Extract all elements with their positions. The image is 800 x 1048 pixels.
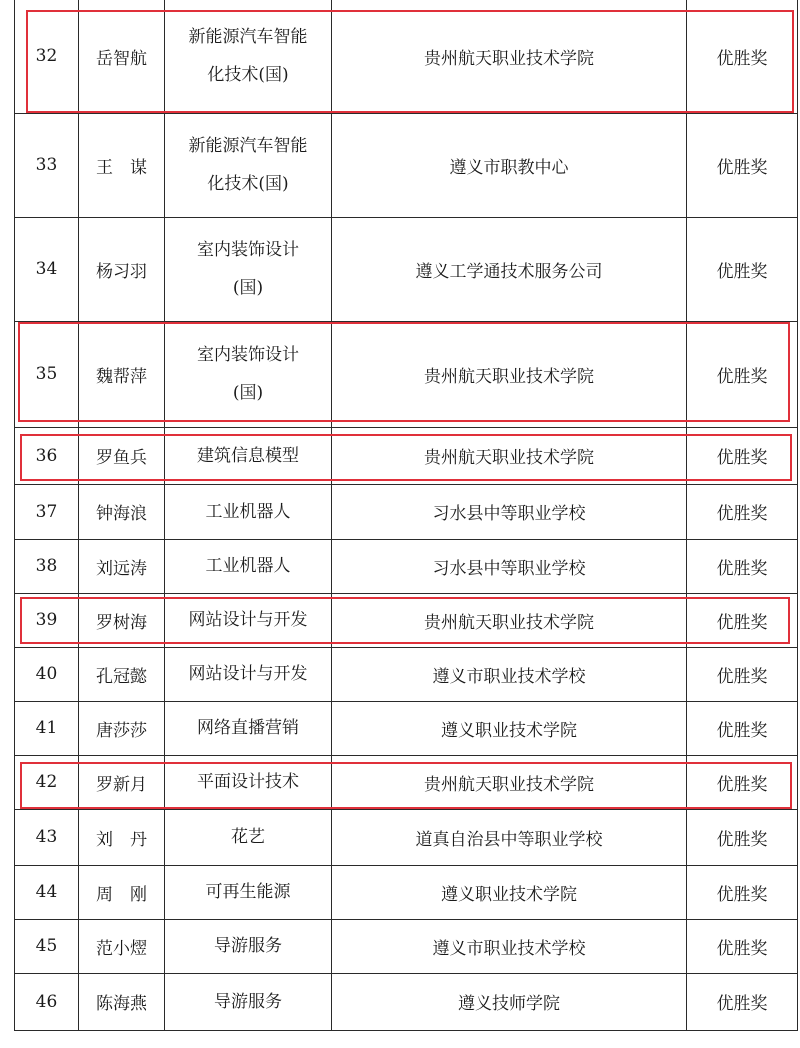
award-level: 优胜奖 bbox=[687, 973, 798, 1030]
project-line: 可再生能源 bbox=[205, 882, 291, 902]
school-name: 贵州航天职业技术学院 bbox=[332, 593, 687, 647]
school-name: 贵州航天职业技术学院 bbox=[332, 321, 687, 427]
competition-project bbox=[165, 865, 332, 919]
project-line: 化技术(国) bbox=[207, 174, 289, 194]
project-line: 建筑信息模型 bbox=[197, 445, 299, 466]
award-level: 优胜奖 bbox=[687, 321, 798, 427]
winner-name: 周 刚 bbox=[79, 865, 165, 919]
competition-project bbox=[165, 701, 332, 755]
school-name: 习水县中等职业学校 bbox=[332, 484, 687, 539]
awards-table bbox=[14, 0, 798, 1031]
project-line: 网站设计与开发 bbox=[188, 610, 308, 630]
award-level: 优胜奖 bbox=[687, 647, 798, 701]
competition-project bbox=[165, 809, 332, 865]
winner-name: 岳智航 bbox=[79, 0, 165, 113]
competition-project bbox=[165, 484, 332, 539]
competition-project bbox=[165, 919, 332, 973]
project-line: 化技术(国) bbox=[207, 65, 289, 86]
competition-project bbox=[165, 217, 332, 321]
school-name: 贵州航天职业技术学院 bbox=[332, 755, 687, 809]
row-number: 45 bbox=[15, 919, 79, 973]
awards-table-body bbox=[15, 0, 798, 1030]
award-level: 优胜奖 bbox=[687, 809, 798, 865]
table-row bbox=[15, 701, 798, 755]
row-number: 41 bbox=[15, 701, 79, 755]
competition-project bbox=[165, 973, 332, 1030]
school-name: 遵义技师学院 bbox=[332, 973, 687, 1030]
project-line: 室内装饰设计 bbox=[197, 345, 299, 365]
table-row bbox=[15, 113, 798, 217]
project-line: 网络直播营销 bbox=[197, 718, 299, 738]
project-line: 平面设计技术 bbox=[197, 772, 299, 792]
winner-name: 范小熤 bbox=[79, 919, 165, 973]
row-number: 34 bbox=[15, 217, 79, 321]
award-level: 优胜奖 bbox=[687, 755, 798, 809]
row-number: 35 bbox=[15, 321, 79, 427]
row-number: 32 bbox=[15, 0, 79, 113]
row-number: 36 bbox=[15, 427, 79, 484]
project-line: 新能源汽车智能 bbox=[188, 136, 308, 156]
school-name: 遵义职业技术学院 bbox=[332, 865, 687, 919]
competition-project bbox=[165, 321, 332, 427]
winner-name: 罗鱼兵 bbox=[79, 427, 165, 484]
winner-name: 魏帮萍 bbox=[79, 321, 165, 427]
school-name: 遵义职业技术学院 bbox=[332, 701, 687, 755]
project-line: 工业机器人 bbox=[205, 501, 291, 522]
table-row bbox=[15, 865, 798, 919]
award-level: 优胜奖 bbox=[687, 113, 798, 217]
school-name: 贵州航天职业技术学院 bbox=[332, 0, 687, 113]
school-name: 习水县中等职业学校 bbox=[332, 539, 687, 593]
award-level: 优胜奖 bbox=[687, 919, 798, 973]
school-name: 道真自治县中等职业学校 bbox=[332, 809, 687, 865]
award-level: 优胜奖 bbox=[687, 701, 798, 755]
award-level: 优胜奖 bbox=[687, 427, 798, 484]
winner-name: 刘远涛 bbox=[79, 539, 165, 593]
project-line: (国) bbox=[232, 383, 264, 403]
project-line: 导游服务 bbox=[214, 991, 282, 1012]
winner-name: 杨习羽 bbox=[79, 217, 165, 321]
award-level: 优胜奖 bbox=[687, 217, 798, 321]
table-row bbox=[15, 809, 798, 865]
award-level: 优胜奖 bbox=[687, 593, 798, 647]
table-row bbox=[15, 973, 798, 1030]
competition-project bbox=[165, 755, 332, 809]
competition-project bbox=[165, 647, 332, 701]
table-row bbox=[15, 539, 798, 593]
award-level: 优胜奖 bbox=[687, 865, 798, 919]
row-number: 39 bbox=[15, 593, 79, 647]
school-name: 遵义市职业技术学校 bbox=[332, 647, 687, 701]
winner-name: 罗树海 bbox=[79, 593, 165, 647]
table-row bbox=[15, 647, 798, 701]
school-name: 遵义市职业技术学校 bbox=[332, 919, 687, 973]
project-line: (国) bbox=[232, 278, 264, 298]
winner-name: 孔冠懿 bbox=[79, 647, 165, 701]
project-line: 网站设计与开发 bbox=[188, 664, 308, 684]
school-name: 遵义市职教中心 bbox=[332, 113, 687, 217]
row-number: 43 bbox=[15, 809, 79, 865]
award-level: 优胜奖 bbox=[687, 0, 798, 113]
school-name: 遵义工学通技术服务公司 bbox=[332, 217, 687, 321]
award-level: 优胜奖 bbox=[687, 484, 798, 539]
award-level: 优胜奖 bbox=[687, 539, 798, 593]
project-line: 新能源汽车智能 bbox=[188, 27, 308, 48]
school-name: 贵州航天职业技术学院 bbox=[332, 427, 687, 484]
row-number: 38 bbox=[15, 539, 79, 593]
table-row bbox=[15, 484, 798, 539]
row-number: 44 bbox=[15, 865, 79, 919]
competition-project bbox=[165, 539, 332, 593]
table-row bbox=[15, 427, 798, 484]
project-line: 室内装饰设计 bbox=[197, 240, 299, 260]
winner-name: 王 谋 bbox=[79, 113, 165, 217]
winner-name: 唐莎莎 bbox=[79, 701, 165, 755]
table-row bbox=[15, 0, 798, 113]
project-line: 工业机器人 bbox=[205, 556, 291, 576]
competition-project bbox=[165, 593, 332, 647]
winner-name: 罗新月 bbox=[79, 755, 165, 809]
winner-name: 刘 丹 bbox=[79, 809, 165, 865]
row-number: 42 bbox=[15, 755, 79, 809]
competition-project bbox=[165, 0, 332, 113]
row-number: 40 bbox=[15, 647, 79, 701]
project-line: 导游服务 bbox=[214, 936, 282, 956]
table-row bbox=[15, 217, 798, 321]
competition-project bbox=[165, 427, 332, 484]
row-number: 37 bbox=[15, 484, 79, 539]
table-row bbox=[15, 755, 798, 809]
winner-name: 陈海燕 bbox=[79, 973, 165, 1030]
project-line: 花艺 bbox=[231, 827, 265, 847]
table-row bbox=[15, 593, 798, 647]
row-number: 33 bbox=[15, 113, 79, 217]
winner-name: 钟海浪 bbox=[79, 484, 165, 539]
table-row bbox=[15, 321, 798, 427]
table-row bbox=[15, 919, 798, 973]
row-number: 46 bbox=[15, 973, 79, 1030]
competition-project bbox=[165, 113, 332, 217]
